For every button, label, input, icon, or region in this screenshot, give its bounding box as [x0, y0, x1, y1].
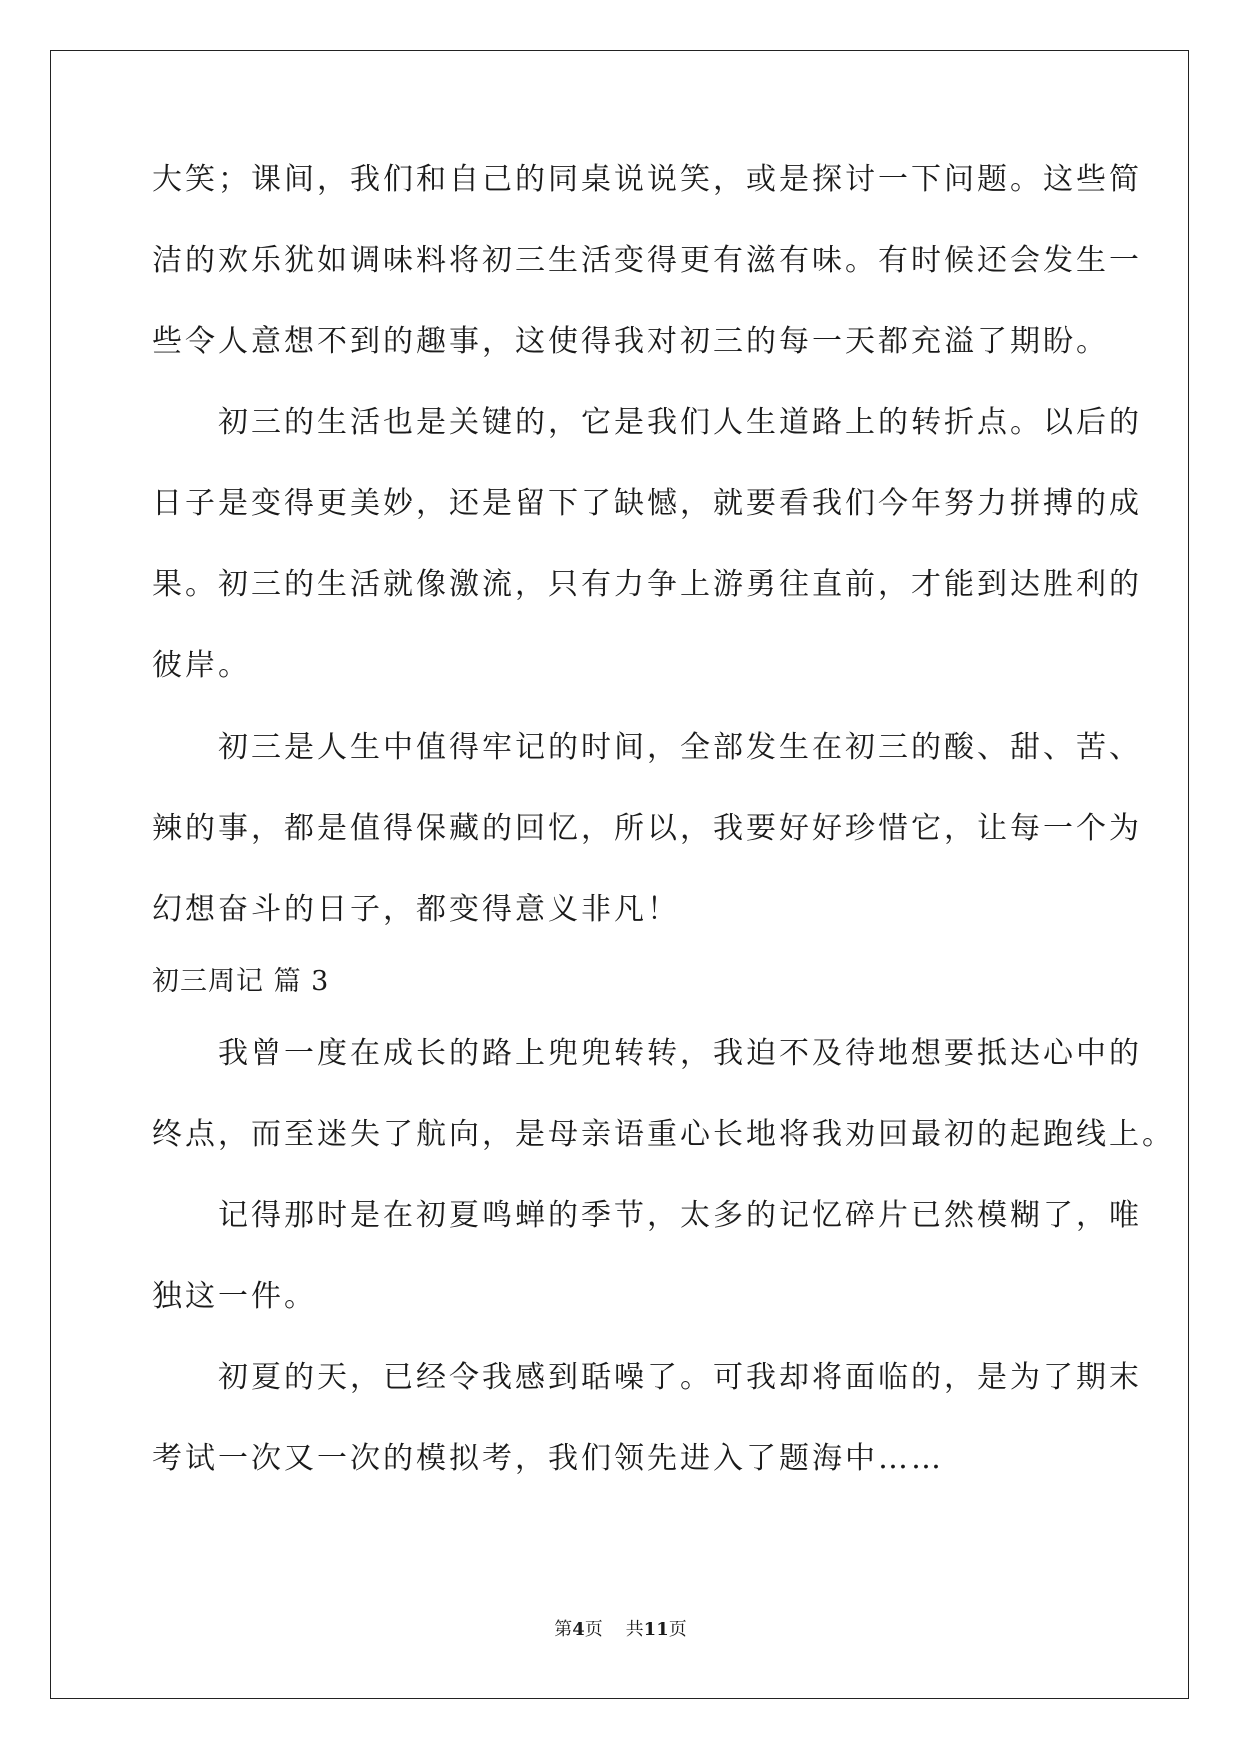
- body-line: 初三的生活也是关键的，它是我们人生道路上的转折点。以后的: [152, 405, 1142, 440]
- body-line: 初夏的天，已经令我感到聒噪了。可我却将面临的，是为了期末: [152, 1360, 1142, 1395]
- body-line: 彼岸。: [152, 648, 251, 683]
- body-line: 终点，而至迷失了航向，是母亲语重心长地将我劝回最初的起跑线上。: [152, 1117, 1175, 1152]
- footer-suffix: 页: [668, 1619, 687, 1640]
- body-line: 考试一次又一次的模拟考，我们领先进入了题海中……: [152, 1441, 944, 1476]
- body-line: 大笑；课间，我们和自己的同桌说说笑，或是探讨一下问题。这些简: [152, 162, 1142, 197]
- footer-prefix: 第: [554, 1619, 573, 1640]
- body-line: 辣的事，都是值得保藏的回忆，所以，我要好好珍惜它，让每一个为: [152, 811, 1142, 846]
- body-line: 日子是变得更美妙，还是留下了缺憾，就要看我们今年努力拼搏的成: [152, 486, 1142, 521]
- body-line: 记得那时是在初夏鸣蝉的季节，太多的记忆碎片已然模糊了，唯: [152, 1198, 1142, 1233]
- body-line: 果。初三的生活就像激流，只有力争上游勇往直前，才能到达胜利的: [152, 567, 1142, 602]
- page-footer: [0, 1618, 1241, 1642]
- current-page-number: 4: [572, 1619, 585, 1640]
- body-line: 洁的欢乐犹如调味料将初三生活变得更有滋有味。有时候还会发生一: [152, 243, 1142, 278]
- body-line: 初三是人生中值得牢记的时间，全部发生在初三的酸、甜、苦、: [152, 730, 1142, 765]
- body-line: 幻想奋斗的日子，都变得意义非凡！: [152, 892, 680, 927]
- body-line: 我曾一度在成长的路上兜兜转转，我迫不及待地想要抵达心中的: [152, 1036, 1142, 1071]
- body-line: 些令人意想不到的趣事，这使得我对初三的每一天都充溢了期盼。: [152, 324, 1109, 359]
- footer-mid: 页 共: [584, 1619, 644, 1640]
- body-line: 独这一件。: [152, 1279, 317, 1314]
- section-heading: 初三周记 篇 3: [152, 966, 330, 997]
- total-pages-number: 11: [643, 1619, 669, 1640]
